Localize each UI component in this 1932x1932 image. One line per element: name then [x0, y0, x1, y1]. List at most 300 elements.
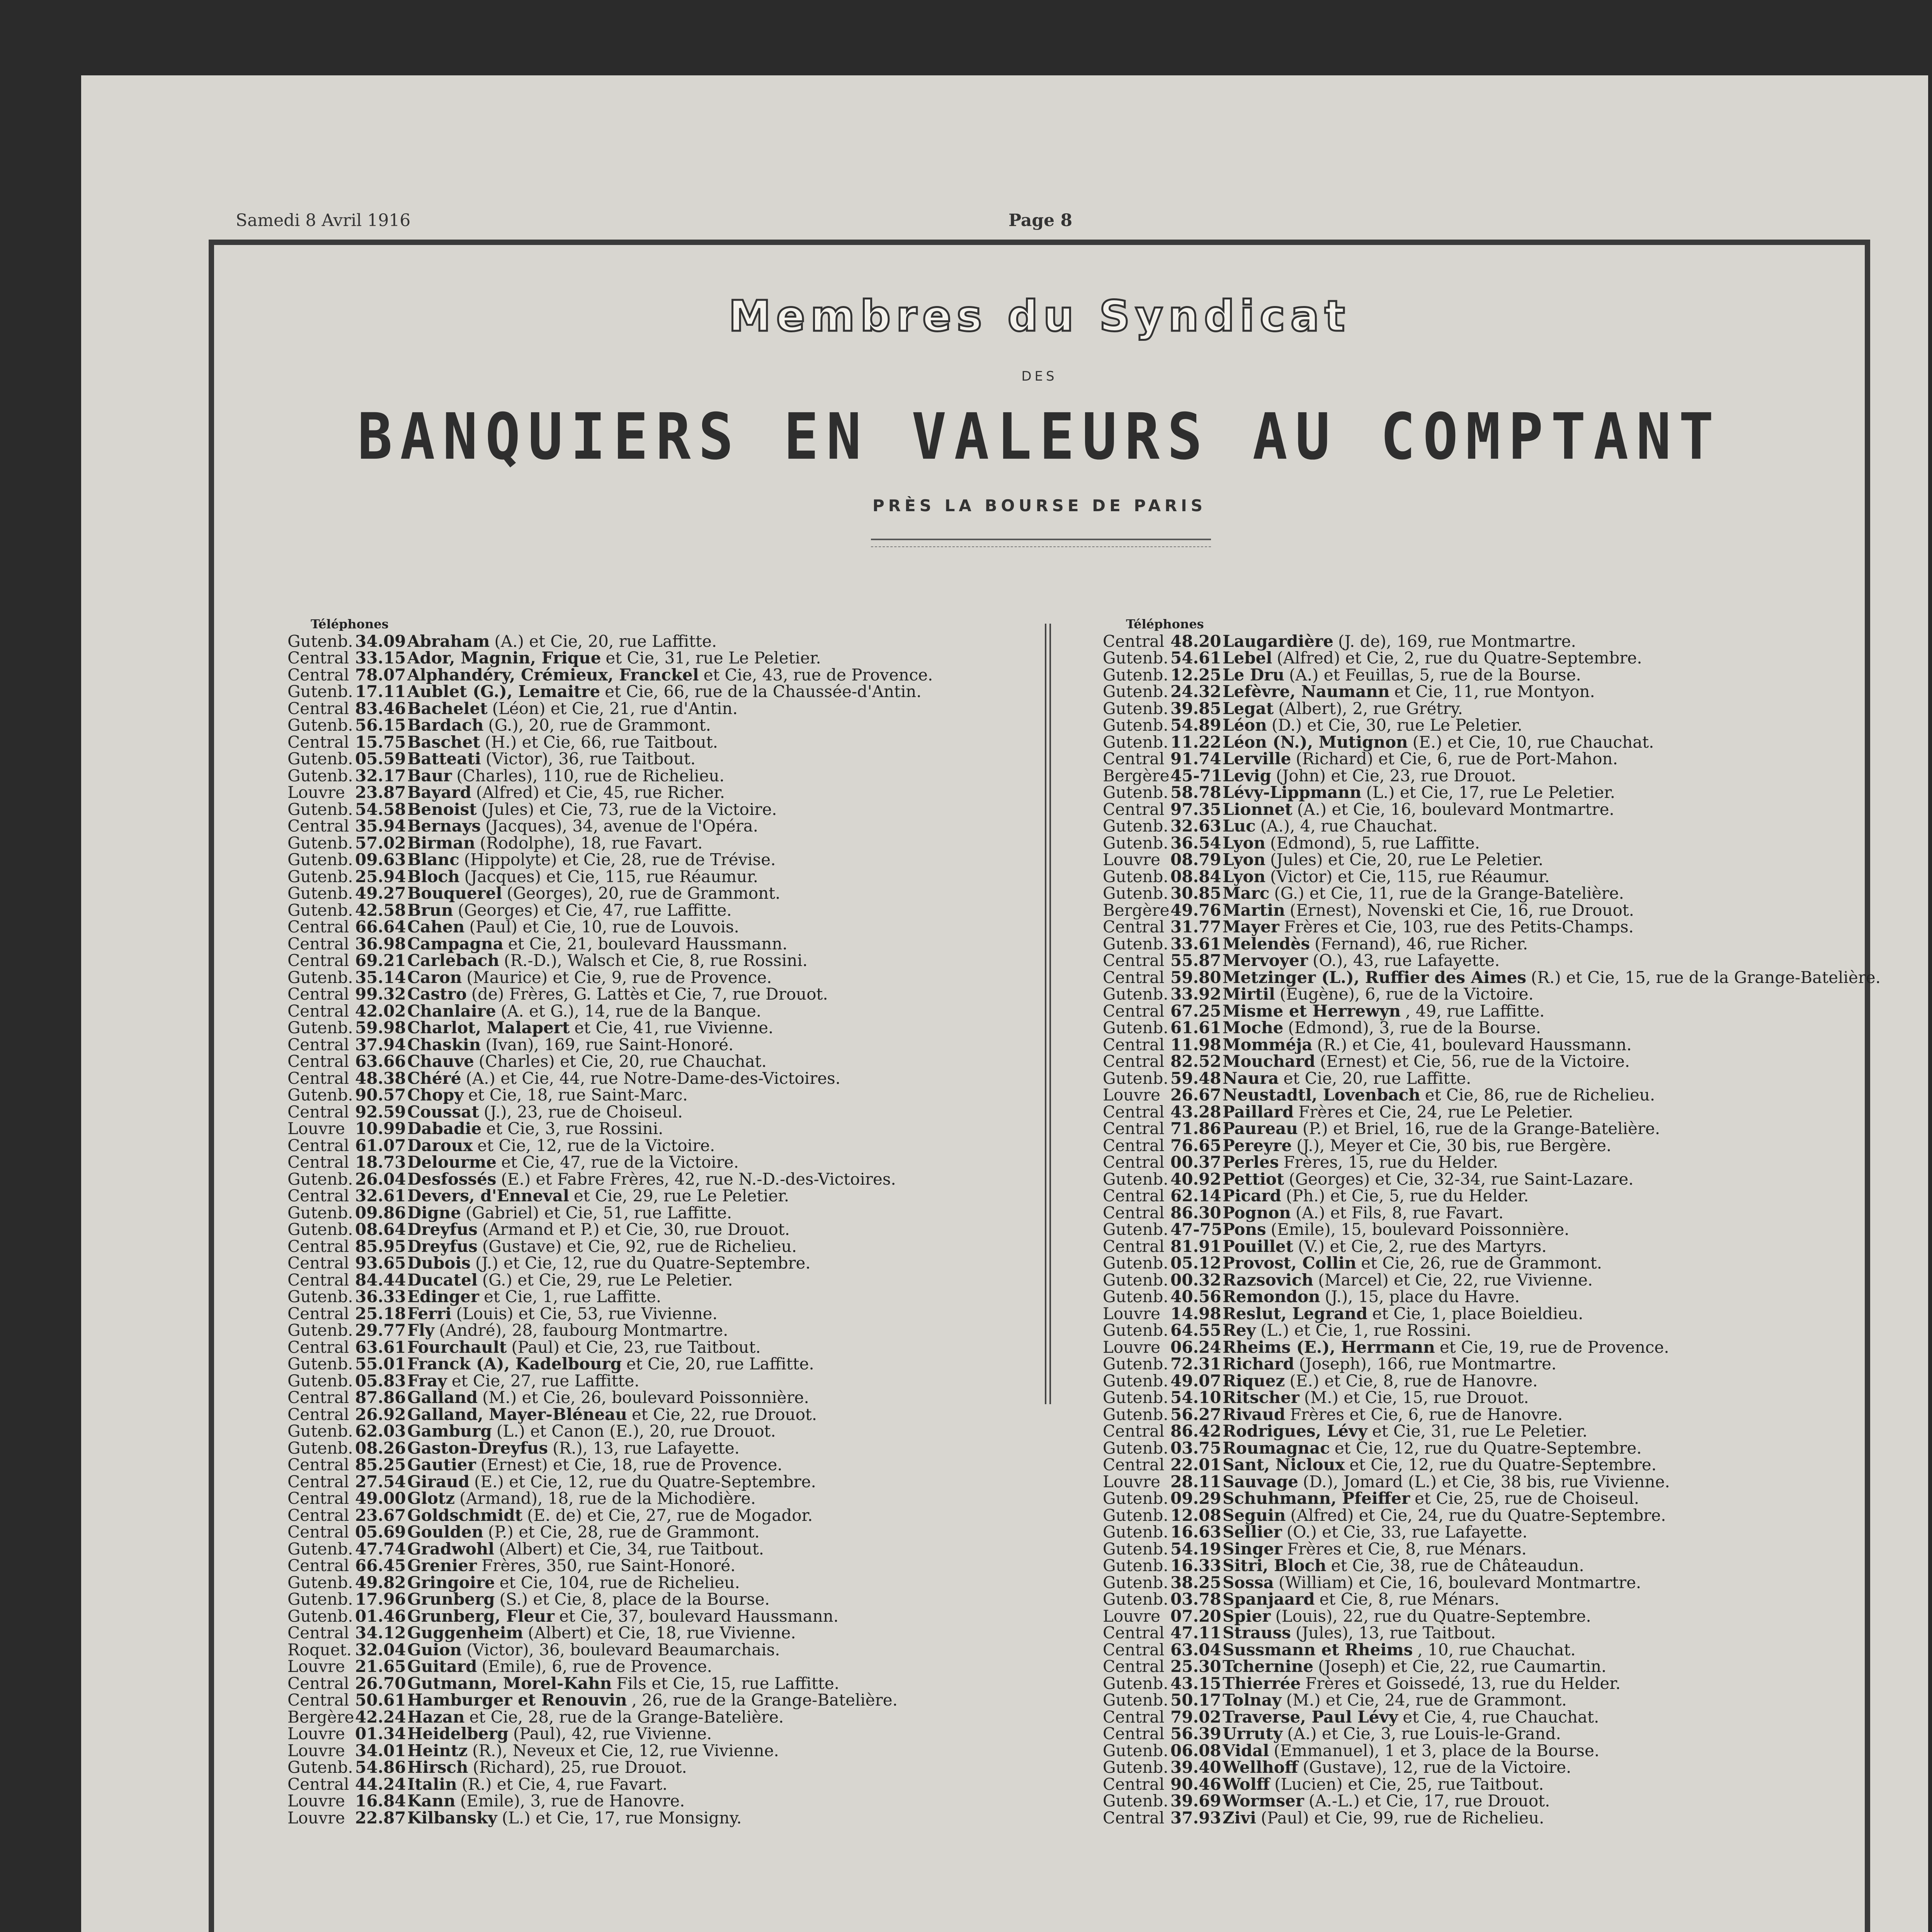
phone-number: 85.25 [355, 1455, 406, 1474]
phone-number: 26.92 [355, 1405, 406, 1424]
member-row [287, 1810, 933, 1827]
phone-exchange: Gutenb. [287, 1220, 353, 1239]
member-row [1103, 1339, 1881, 1356]
phone-exchange: Gutenb. [1103, 716, 1168, 735]
phone-exchange: Gutenb. [287, 884, 353, 903]
phone-exchange: Central [1103, 1724, 1165, 1743]
phone-exchange: Gutenb. [1103, 1018, 1168, 1037]
member-address: et Cie, 11, rue Montyon. [1394, 682, 1595, 701]
member-name: Grunberg [407, 1590, 495, 1609]
phone-number: 43.15 [1170, 1673, 1221, 1693]
phone-exchange: Gutenb. [287, 900, 353, 920]
member-address: , 10, rue Chauchat. [1417, 1640, 1576, 1659]
member-address: (Armand et P.) et Cie, 30, rue Drouot. [482, 1220, 790, 1239]
member-row [1103, 767, 1881, 784]
phone-exchange: Central [287, 732, 349, 752]
member-row [287, 1574, 933, 1591]
phone-number: 86.30 [1170, 1203, 1221, 1222]
phone-number: 16.33 [1170, 1556, 1221, 1575]
member-row [287, 1524, 933, 1541]
member-address: (P.) et Cie, 28, rue de Grammont. [488, 1522, 760, 1541]
phone-exchange: Gutenb. [287, 1606, 353, 1626]
member-address: et Cie, 22, rue Drouot. [631, 1405, 817, 1424]
member-name: Picard [1223, 1186, 1281, 1205]
phone-exchange: Central [287, 1405, 349, 1424]
member-name: Le Dru [1223, 665, 1284, 684]
phone-number: 63.04 [1170, 1640, 1221, 1659]
member-address: et Cie, 20, rue Laffitte. [1283, 1068, 1471, 1088]
member-name: Heintz [407, 1741, 468, 1760]
member-name: Reslut, Legrand [1223, 1304, 1368, 1323]
member-name: Baschet [407, 732, 480, 752]
member-address: (E.) et Cie, 8, rue de Hanovre. [1289, 1371, 1538, 1390]
member-name: Mervoyer [1223, 951, 1308, 970]
member-row [287, 1507, 933, 1524]
member-name: Momméja [1223, 1035, 1313, 1054]
phone-number: 87.86 [355, 1388, 406, 1407]
phone-exchange: Gutenb. [1103, 1438, 1168, 1458]
member-row [1103, 868, 1881, 885]
member-name: Sussmann et Rheims [1223, 1640, 1413, 1659]
member-address: (Victor), 36, boulevard Beaumarchais. [466, 1640, 780, 1659]
phone-number: 64.55 [1170, 1321, 1221, 1340]
member-name: Pognon [1223, 1203, 1291, 1222]
member-name: Gutmann, Morel-Kahn [407, 1673, 612, 1693]
member-row [287, 1272, 933, 1289]
member-name: Urruty [1223, 1724, 1283, 1743]
member-name: Seguin [1223, 1505, 1286, 1525]
member-row [287, 1406, 933, 1423]
member-address: (Joseph) et Cie, 22, rue Caumartin. [1318, 1657, 1607, 1676]
ornament-divider [871, 539, 1211, 547]
member-name: Sellier [1223, 1522, 1282, 1541]
phone-number: 50.61 [355, 1690, 406, 1709]
phone-number: 07.20 [1170, 1606, 1221, 1626]
member-row [287, 1389, 933, 1406]
member-row [1103, 1793, 1881, 1810]
phone-exchange: Louvre [287, 1808, 345, 1827]
member-name: Mayer [1223, 917, 1279, 936]
phone-exchange: Central [1103, 1136, 1165, 1155]
phone-exchange: Central [287, 934, 349, 953]
member-address: et Cie, 19, rue de Provence. [1439, 1337, 1669, 1357]
member-row [287, 1019, 933, 1036]
member-row [287, 818, 933, 835]
phone-number: 48.20 [1170, 631, 1221, 651]
phone-exchange: Gutenb. [1103, 732, 1168, 752]
phone-exchange: Central [287, 1253, 349, 1272]
phone-exchange: Gutenb. [287, 1287, 353, 1306]
member-row [287, 1742, 933, 1759]
member-name: Wolff [1223, 1774, 1270, 1794]
member-name: Carlebach [407, 951, 500, 970]
member-row [287, 801, 933, 818]
member-name: Gaston-Dreyfus [407, 1438, 548, 1458]
member-row [287, 1541, 933, 1558]
member-name: Daroux [407, 1136, 473, 1155]
phone-exchange: Gutenb. [1103, 699, 1168, 718]
member-row [287, 1154, 933, 1171]
member-row [287, 633, 933, 650]
phone-number: 03.78 [1170, 1590, 1221, 1609]
phone-exchange: Central [287, 1102, 349, 1121]
member-address: (Gabriel) et Cie, 51, rue Laffitte. [466, 1203, 732, 1222]
member-address: (E.) et Fabre Frères, 42, rue N.-D.-des-Victoires. [501, 1169, 896, 1189]
member-address: et Cie, 31, rue Le Peletier. [1372, 1422, 1588, 1440]
member-address: (Jacques) et Cie, 115, rue Réaumur. [464, 867, 759, 886]
phone-exchange: Central [1103, 1455, 1165, 1474]
phone-number: 09.29 [1170, 1489, 1221, 1508]
phone-number: 55.87 [1170, 951, 1221, 970]
member-address: (Ernest) et Cie, 18, rue de Provence. [480, 1455, 782, 1474]
phone-number: 63.61 [355, 1337, 406, 1357]
phone-number: 49.07 [1170, 1371, 1221, 1390]
phone-exchange: Louvre [287, 1657, 345, 1676]
phone-number: 61.61 [1170, 1018, 1221, 1037]
phone-exchange: Central [287, 1270, 349, 1289]
phone-exchange: Central [287, 1472, 349, 1491]
member-address: (V.) et Cie, 2, rue des Martyrs. [1298, 1236, 1547, 1256]
phone-number: 37.94 [355, 1035, 406, 1054]
member-name: Kilbansky [407, 1808, 497, 1827]
phone-number: 54.19 [1170, 1539, 1221, 1558]
member-address: (de) Frères, G. Lattès et Cie, 7, rue Drouot. [471, 985, 828, 1003]
member-row [287, 1591, 933, 1608]
member-address: et Cie, 29, rue Le Peletier. [573, 1186, 789, 1205]
phone-exchange: Central [287, 1153, 349, 1172]
member-row [1103, 750, 1881, 767]
phone-number: 83.46 [355, 699, 406, 718]
phone-number: 58.78 [1170, 783, 1221, 802]
phone-number: 26.70 [355, 1673, 406, 1693]
phone-number: 00.37 [1170, 1153, 1221, 1172]
phone-number: 15.75 [355, 732, 406, 752]
phone-exchange: Central [1103, 1623, 1165, 1642]
phone-exchange: Central [1103, 1236, 1165, 1256]
phone-number: 81.91 [1170, 1236, 1221, 1256]
page-number: Page 8 [1009, 211, 1073, 230]
member-name: Ferri [407, 1304, 452, 1323]
member-row [287, 1490, 933, 1507]
member-row [1103, 1322, 1881, 1339]
member-address: (E.) et Cie, 12, rue du Quatre-Septembre. [474, 1472, 816, 1491]
member-address: (Emmanuel), 1 et 3, place de la Bourse. [1274, 1741, 1600, 1760]
phone-number: 37.93 [1170, 1808, 1221, 1827]
phone-number: 36.54 [1170, 833, 1221, 852]
phone-number: 33.92 [1170, 985, 1221, 1003]
member-name: Rodrigues, Lévy [1223, 1422, 1367, 1440]
member-name: Marc [1223, 884, 1270, 903]
member-row [287, 1255, 933, 1272]
member-name: Lebel [1223, 648, 1272, 667]
member-name: Guggenheim [407, 1623, 524, 1642]
phone-number: 66.45 [355, 1556, 406, 1575]
member-name: Pereyre [1223, 1136, 1292, 1155]
phone-number: 22.87 [355, 1808, 406, 1827]
phone-exchange: Gutenb. [1103, 1354, 1168, 1373]
phone-number: 08.26 [355, 1438, 406, 1458]
phone-number: 59.48 [1170, 1068, 1221, 1088]
member-address: (Edmond), 3, rue de la Bourse. [1288, 1018, 1541, 1037]
member-row [287, 1171, 933, 1188]
member-address: (John) et Cie, 23, rue Drouot. [1276, 766, 1516, 785]
member-address: (A.) et Cie, 3, rue Louis-le-Grand. [1287, 1724, 1561, 1743]
member-address: (Albert) et Cie, 34, rue Taitbout. [499, 1539, 764, 1558]
member-row [1103, 1003, 1881, 1020]
member-row [287, 1624, 933, 1641]
member-row [287, 1557, 933, 1574]
member-name: Kann [407, 1791, 456, 1810]
phone-exchange: Gutenb. [287, 1169, 353, 1189]
phone-number: 61.07 [355, 1136, 406, 1155]
member-row [1103, 1423, 1881, 1440]
member-name: Gradwohl [407, 1539, 495, 1558]
member-address: (J.), 23, rue de Choiseul. [483, 1102, 683, 1121]
phone-exchange: Central [287, 917, 349, 936]
member-row [287, 750, 933, 767]
member-row [287, 851, 933, 868]
phone-number: 09.63 [355, 850, 406, 869]
member-row [1103, 1389, 1881, 1406]
member-row [287, 952, 933, 969]
phone-number: 00.32 [1170, 1270, 1221, 1289]
phone-exchange: Gutenb. [1103, 1505, 1168, 1525]
phone-number: 22.01 [1170, 1455, 1221, 1474]
member-name: Chauve [407, 1052, 474, 1071]
phone-exchange: Gutenb. [1103, 816, 1168, 835]
phone-number: 40.56 [1170, 1287, 1221, 1306]
member-row [287, 1087, 933, 1104]
phone-exchange: Gutenb. [1103, 1321, 1168, 1340]
phone-number: 55.01 [355, 1354, 406, 1373]
member-name: Brun [407, 900, 453, 920]
member-name: Lionnet [1223, 799, 1293, 819]
member-row [1103, 667, 1881, 684]
member-address: Frères et Cie, 24, rue Le Peletier. [1298, 1102, 1573, 1121]
phone-exchange: Central [1103, 1186, 1165, 1205]
column-divider [1045, 624, 1051, 1404]
member-row [287, 1322, 933, 1339]
member-address: (Rodolphe), 18, rue Favart. [480, 833, 703, 852]
member-address: et Cie, 12, rue du Quatre-Septembre. [1349, 1455, 1656, 1474]
member-name: Blanc [407, 850, 459, 869]
member-name: Laugardière [1223, 631, 1333, 651]
phone-exchange: Central [1103, 1052, 1165, 1071]
phone-exchange: Gutenb. [1103, 1590, 1168, 1609]
member-row [1103, 1624, 1881, 1641]
title-subtitle: PRÈS LA BOURSE DE PARIS [872, 496, 1207, 515]
member-address: (Gustave), 12, rue de la Victoire. [1303, 1758, 1571, 1777]
member-address: (Georges), 20, rue de Grammont. [507, 884, 781, 903]
member-address: (A. et G.), 14, rue de la Banque. [500, 1001, 762, 1020]
member-row [1103, 1137, 1881, 1154]
member-row [1103, 1742, 1881, 1759]
member-row [1103, 986, 1881, 1003]
phone-exchange: Gutenb. [287, 833, 353, 852]
member-address: (E.) et Cie, 10, rue Chauchat. [1412, 732, 1654, 752]
phone-exchange: Central [287, 1623, 349, 1642]
member-name: Fourchault [407, 1337, 507, 1357]
phone-number: 05.69 [355, 1522, 406, 1541]
phone-number: 47-75 [1170, 1220, 1223, 1239]
member-address: Frères, 15, rue du Helder. [1283, 1153, 1498, 1172]
phone-number: 05.83 [355, 1371, 406, 1390]
member-name: Remondon [1223, 1287, 1320, 1306]
member-row [287, 1036, 933, 1053]
phone-number: 06.08 [1170, 1741, 1221, 1760]
member-name: Riquez [1223, 1371, 1285, 1390]
phone-exchange: Gutenb. [287, 1203, 353, 1222]
member-address: (Richard) et Cie, 6, rue de Port-Mahon. [1296, 749, 1618, 768]
phone-number: 86.42 [1170, 1422, 1221, 1440]
member-name: Dreyfus [407, 1236, 478, 1256]
member-address: (Alfred) et Cie, 45, rue Richer. [476, 783, 725, 802]
phone-exchange: Gutenb. [1103, 665, 1168, 684]
phone-number: 35.14 [355, 968, 406, 987]
member-name: Gamburg [407, 1422, 492, 1440]
member-row [287, 1003, 933, 1020]
member-name: Batteati [407, 749, 481, 768]
phone-exchange: Central [1103, 1119, 1165, 1138]
member-address: (L.) et Cie, 1, rue Rossini. [1260, 1321, 1471, 1340]
phones-header: Téléphones [1126, 617, 1204, 631]
phone-exchange: Central [287, 1673, 349, 1693]
member-row [287, 1423, 933, 1440]
member-address: (Jules) et Cie, 20, rue Le Peletier. [1270, 850, 1544, 869]
phone-exchange: Gutenb. [1103, 985, 1168, 1003]
phone-number: 56.27 [1170, 1405, 1221, 1424]
member-name: Guion [407, 1640, 462, 1659]
phone-number: 01.34 [355, 1724, 406, 1743]
phone-exchange: Bergère [287, 1707, 354, 1726]
phone-exchange: Gutenb. [287, 1321, 353, 1340]
member-address: (M.) et Cie, 15, rue Drouot. [1304, 1388, 1529, 1407]
member-name: Richard [1223, 1354, 1294, 1373]
phone-number: 85.95 [355, 1236, 406, 1256]
member-row [287, 784, 933, 801]
phone-exchange: Gutenb. [1103, 1573, 1168, 1592]
member-row [1103, 683, 1881, 700]
member-address: (R.) et Cie, 15, rue de la Grange-Batelière. [1531, 968, 1881, 987]
phone-number: 79.02 [1170, 1707, 1221, 1726]
member-name: Naura [1223, 1068, 1279, 1088]
member-address: (R.), Neveux et Cie, 12, rue Vivienne. [472, 1741, 779, 1760]
member-name: Tolnay [1223, 1690, 1282, 1709]
phone-number: 01.46 [355, 1606, 406, 1626]
member-name: Grunberg, Fleur [407, 1606, 555, 1626]
phone-exchange: Central [1103, 1102, 1165, 1121]
phone-number: 47.74 [355, 1539, 406, 1558]
phone-exchange: Gutenb. [1103, 884, 1168, 903]
phone-number: 08.84 [1170, 867, 1221, 886]
member-name: Ritscher [1223, 1388, 1299, 1407]
member-address: (Paul), 42, rue Vivienne. [513, 1724, 712, 1743]
member-row [1103, 818, 1881, 835]
member-address: , 49, rue Laffitte. [1405, 1001, 1545, 1020]
member-row [1103, 1355, 1881, 1372]
member-address: et Cie, 21, boulevard Haussmann. [508, 934, 787, 953]
member-row [287, 1104, 933, 1121]
member-name: Caron [407, 968, 462, 987]
member-address: (L.) et Cie, 17, rue Monsigny. [502, 1808, 742, 1827]
phone-exchange: Gutenb. [287, 749, 353, 768]
member-address: et Cie, 37, boulevard Haussmann. [559, 1606, 839, 1626]
member-address: (Albert) et Cie, 18, rue Vivienne. [528, 1623, 796, 1642]
member-name: Bayard [407, 783, 471, 802]
phone-number: 29.77 [355, 1321, 406, 1340]
phone-number: 35.94 [355, 816, 406, 835]
member-address: (Alfred) et Cie, 24, rue du Quatre-Septembre. [1290, 1505, 1666, 1525]
member-row [1103, 1675, 1881, 1692]
member-row [287, 1137, 933, 1154]
member-address: (H.) et Cie, 66, rue Taitbout. [485, 732, 718, 752]
phone-number: 56.15 [355, 716, 406, 735]
phone-exchange: Central [1103, 1422, 1165, 1440]
member-name: Paillard [1223, 1102, 1294, 1121]
phone-number: 90.46 [1170, 1774, 1221, 1794]
member-name: Sant, Nicloux [1223, 1455, 1345, 1474]
member-address: et Cie, 3, rue Rossini. [486, 1119, 663, 1138]
member-address: (Jules), 13, rue Taitbout. [1295, 1623, 1496, 1642]
member-row [1103, 885, 1881, 902]
member-address: (S.) et Cie, 8, place de la Bourse. [499, 1590, 770, 1609]
member-address: (Hippolyte) et Cie, 28, rue de Trévise. [464, 850, 776, 869]
phone-number: 34.12 [355, 1623, 406, 1642]
member-row [1103, 902, 1881, 919]
member-address: Frères et Cie, 8, rue Ménars. [1287, 1539, 1527, 1558]
member-row [1103, 1255, 1881, 1272]
member-address: (Marcel) et Cie, 22, rue Vivienne. [1318, 1270, 1593, 1289]
member-name: Chanlaire [407, 1001, 496, 1020]
member-name: Lyon [1223, 867, 1265, 886]
phone-number: 93.65 [355, 1253, 406, 1272]
phone-exchange: Central [287, 1489, 349, 1508]
phone-number: 32.61 [355, 1186, 406, 1205]
phone-exchange: Gutenb. [287, 1539, 353, 1558]
phone-number: 63.66 [355, 1052, 406, 1071]
phone-number: 23.87 [355, 783, 406, 802]
member-address: (P.) et Briel, 16, rue de la Grange-Batelière. [1302, 1119, 1660, 1138]
phone-exchange: Louvre [287, 1724, 345, 1743]
phone-number: 49.76 [1170, 900, 1221, 920]
member-row [1103, 1608, 1881, 1625]
phone-exchange: Central [287, 1522, 349, 1541]
phone-number: 05.12 [1170, 1253, 1221, 1272]
phone-exchange: Central [287, 1136, 349, 1155]
phone-exchange: Gutenb. [287, 631, 353, 651]
member-address: (Albert), 2, rue Grétry. [1278, 699, 1463, 718]
member-name: Giraud [407, 1472, 470, 1491]
phone-exchange: Gutenb. [1103, 1371, 1168, 1390]
phone-exchange: Gutenb. [287, 1018, 353, 1037]
member-address: (Louis) et Cie, 53, rue Vivienne. [456, 1304, 718, 1323]
member-name: Mouchard [1223, 1052, 1315, 1071]
member-row [1103, 1557, 1881, 1574]
member-name: Misme et Herrewyn [1223, 1001, 1401, 1020]
member-address: (Léon) et Cie, 21, rue d'Antin. [492, 699, 738, 718]
member-address: et Cie, 31, rue Le Peletier. [605, 648, 821, 667]
member-name: Ducatel [407, 1270, 478, 1289]
member-row [287, 935, 933, 952]
phone-exchange: Gutenb. [1103, 648, 1168, 667]
phone-exchange: Gutenb. [287, 867, 353, 886]
member-name: Dreyfus [407, 1220, 478, 1239]
phone-exchange: Gutenb. [287, 1371, 353, 1390]
phone-exchange: Bergère [1103, 900, 1170, 920]
member-name: Bouquerel [407, 884, 502, 903]
phone-number: 59.98 [355, 1018, 406, 1037]
member-name: Hamburger et Renouvin [407, 1690, 627, 1709]
